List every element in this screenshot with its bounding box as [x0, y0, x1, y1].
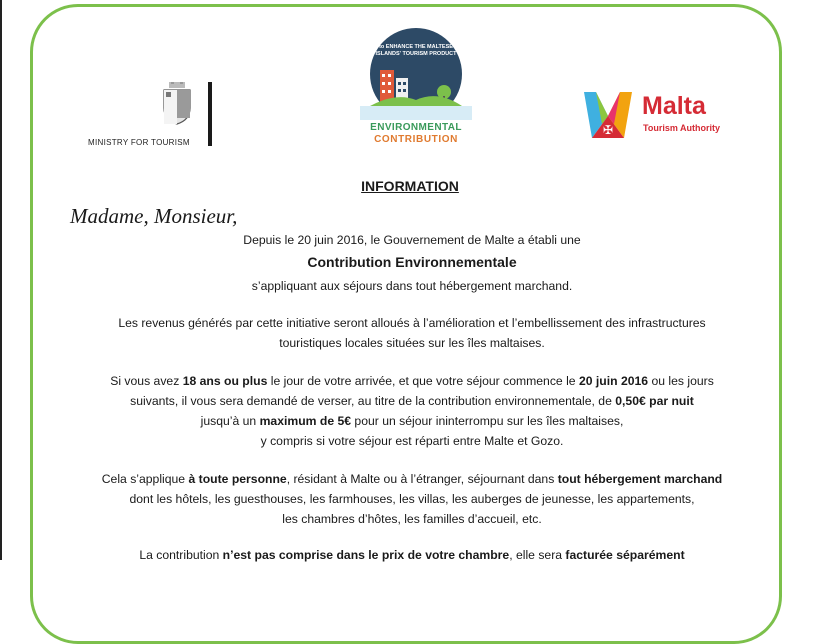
- ministry-label: MINISTRY FOR TOURISM: [88, 138, 190, 147]
- p4-l1-b: à toute personne: [188, 472, 287, 486]
- p2-line1: Les revenus générés par cette initiative seront alloués à l’amélioration et l’embellissement des infrastructures: [118, 316, 706, 330]
- badge-line-contribution: CONTRIBUTION: [374, 134, 458, 145]
- p3-l3-b: maximum de 5€: [259, 414, 352, 428]
- p4-line3: les chambres d’hôtes, les familles d’accueil, etc.: [282, 512, 542, 526]
- malta-wordmark: Malta: [642, 92, 706, 120]
- p3-line3: [0, 414, 820, 428]
- badge-tagline: to ENHANCE THE MALTESE ISLANDS' TOURISM PRODUCT: [375, 44, 457, 57]
- p3-l1-d: 20 juin 2016: [578, 374, 649, 388]
- p3-l2-a: suivants, il vous sera demandé de verser, au titre de la contribution environnementale, de: [130, 394, 616, 408]
- badge-scene-icon: [356, 26, 476, 122]
- malta-subtitle: Tourism Authority: [643, 123, 720, 133]
- p5-l1-c: , elle sera: [509, 548, 566, 562]
- p5-l1-b: n’est pas comprise dans le prix de votre chambre: [222, 548, 510, 562]
- p1-line2-heading: Contribution Environnementale: [307, 254, 517, 270]
- badge-line-environmental: ENVIRONMENTAL: [370, 122, 462, 133]
- p1-line3: s’appliquant aux séjours dans tout hébergement marchand.: [251, 279, 573, 293]
- p4-l1-c: , résidant à Malte ou à l’étranger, séjournant dans: [286, 472, 558, 486]
- p4-l1-a: Cela s’applique: [101, 472, 189, 486]
- p4-l1-d: tout hébergement marchand: [557, 472, 723, 486]
- p1-line1: Depuis le 20 juin 2016, le Gouvernement de Malte a établi une: [243, 233, 581, 247]
- greeting: Madame, Monsieur,: [70, 204, 238, 228]
- p3-line1: [0, 374, 820, 388]
- ministry-logo: [88, 82, 228, 152]
- p3-l2-b: 0,50€ par nuit: [615, 394, 694, 408]
- malta-tourism-logo: [582, 88, 732, 144]
- malta-m-icon: [582, 88, 634, 140]
- p4-line1: [0, 472, 820, 486]
- p5-l1-d: facturée séparément: [565, 548, 685, 562]
- malta-crest-icon: [160, 82, 194, 126]
- p3-l3-c: pour un séjour ininterrompu sur les îles maltaises,: [351, 414, 624, 428]
- p4-line2: dont les hôtels, les guesthouses, les farmhouses, les villas, les auberges de jeunesse, les appartements,: [129, 492, 695, 506]
- p3-l1-a: Si vous avez: [110, 374, 183, 388]
- ministry-divider: [208, 82, 212, 146]
- environmental-contribution-badge: [356, 26, 476, 150]
- p3-l1-b: 18 ans ou plus: [182, 374, 268, 388]
- p5-l1-a: La contribution: [139, 548, 223, 562]
- p3-line4: y compris si votre séjour est réparti entre Malte et Gozo.: [260, 434, 564, 448]
- p3-l1-e: ou les jours: [648, 374, 714, 388]
- svg-text:✠: ✠: [602, 123, 614, 137]
- p2-line2: touristiques locales situées sur les îles maltaises.: [279, 336, 545, 350]
- p3-l3-a: jusqu’à un: [200, 414, 260, 428]
- p3-line2: [0, 394, 820, 408]
- document-title: INFORMATION: [361, 178, 459, 194]
- p3-l1-c: le jour de votre arrivée, et que votre séjour commence le: [267, 374, 579, 388]
